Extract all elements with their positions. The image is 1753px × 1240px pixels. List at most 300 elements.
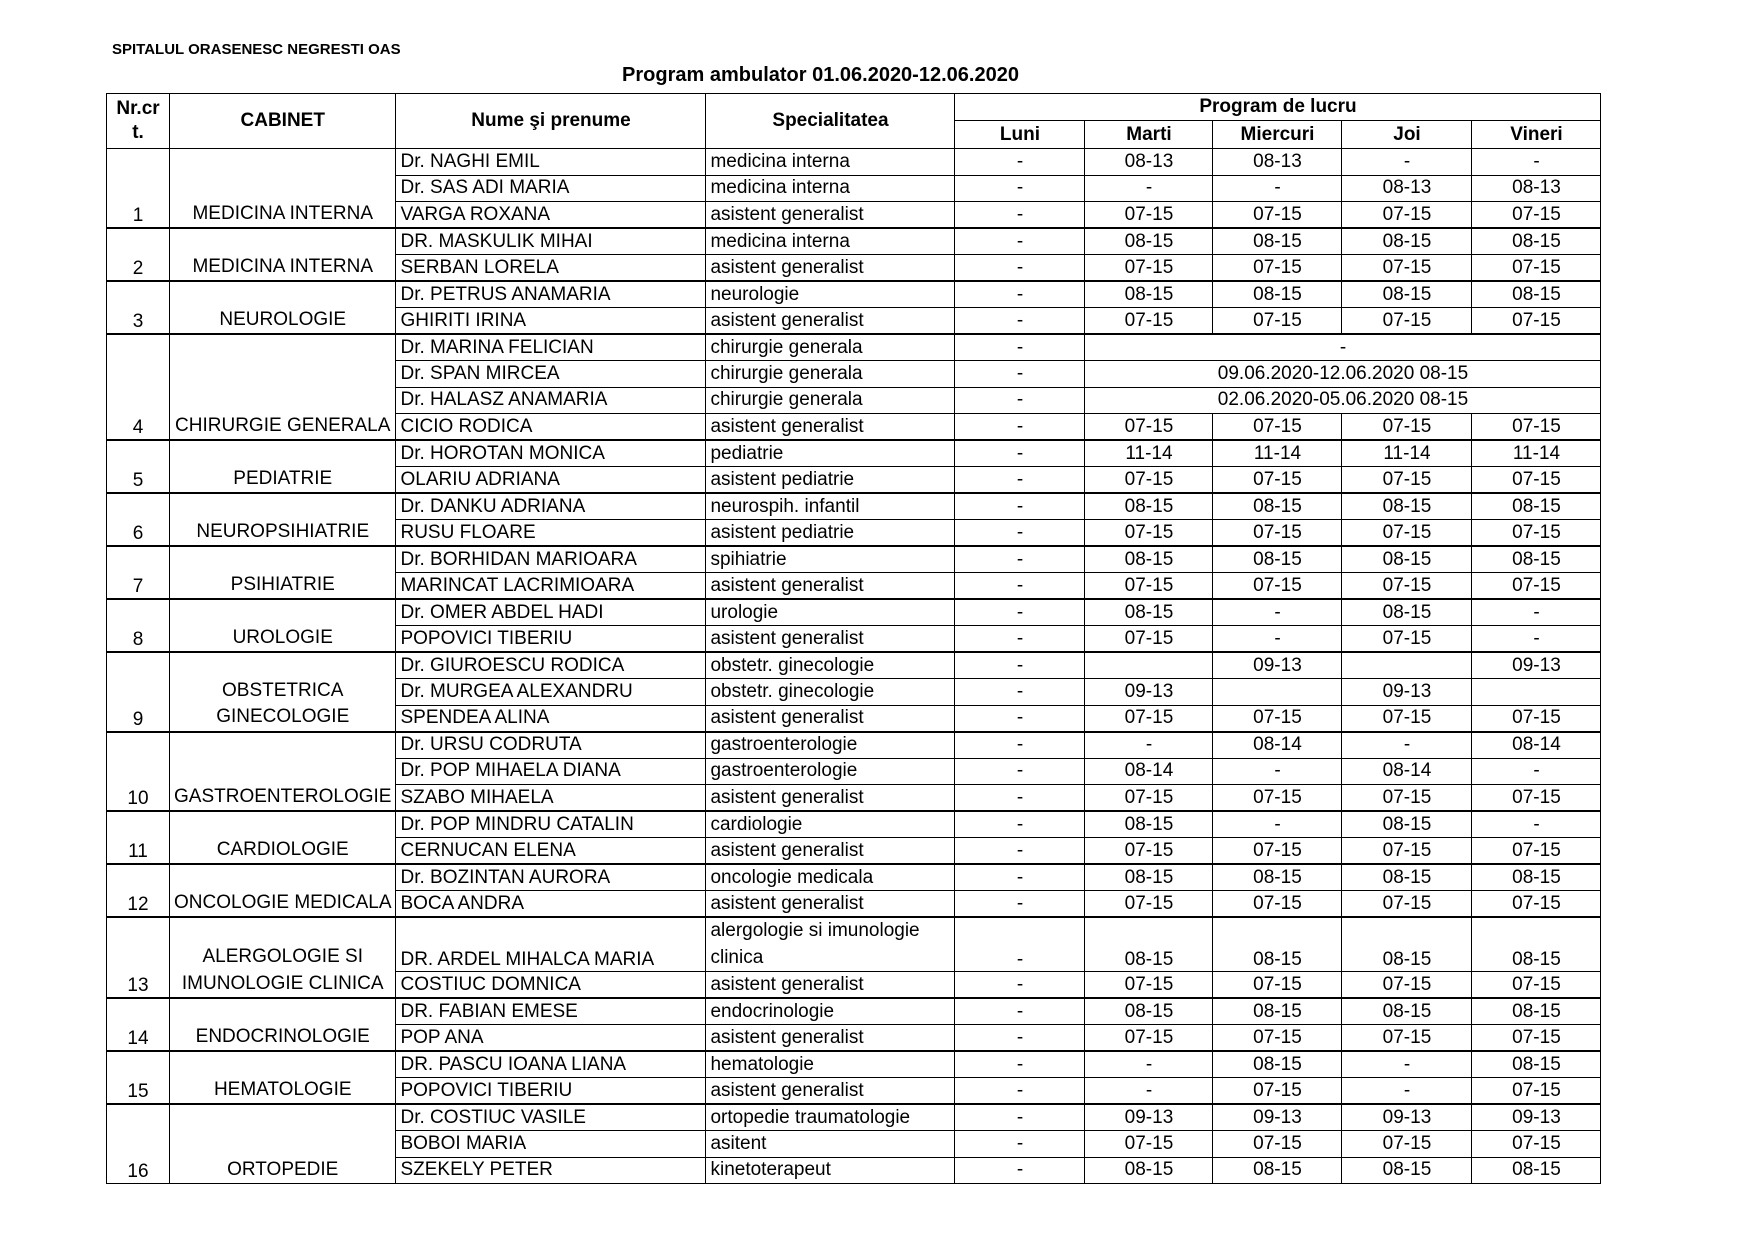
schedule-joi: 07-15: [1342, 626, 1472, 653]
schedule-vineri: 08-14: [1472, 732, 1601, 759]
schedule-joi: 08-13: [1342, 175, 1472, 202]
table-row: [107, 546, 1601, 573]
schedule-miercuri: 07-15: [1213, 1131, 1342, 1158]
header-day-vineri: Vineri: [1472, 121, 1601, 149]
schedule-luni: -: [955, 440, 1085, 467]
header-day-marti: Marti: [1085, 121, 1213, 149]
schedule-miercuri: 07-15: [1213, 705, 1342, 732]
person-name: Dr. SAS ADI MARIA: [396, 175, 706, 202]
cabinet-name: OBSTETRICA GINECOLOGIE: [170, 652, 396, 732]
schedule-merged-period: -: [1085, 334, 1601, 361]
schedule-miercuri: 07-15: [1213, 972, 1342, 999]
schedule-joi: -: [1342, 1051, 1472, 1078]
schedule-luni: -: [955, 573, 1085, 600]
specialty: pediatrie: [706, 440, 955, 467]
schedule-vineri: 08-15: [1472, 1157, 1601, 1184]
schedule-miercuri: 07-15: [1213, 255, 1342, 282]
schedule-joi: 07-15: [1342, 414, 1472, 441]
person-name: DR. FABIAN EMESE: [396, 998, 706, 1025]
header-specialty: Specialitatea: [706, 94, 955, 149]
schedule-marti: 09-13: [1085, 679, 1213, 706]
schedule-marti: [1085, 652, 1213, 679]
schedule-miercuri: 07-15: [1213, 785, 1342, 812]
group-number: 5: [107, 440, 170, 493]
schedule-vineri: 07-15: [1472, 785, 1601, 812]
specialty: spihiatrie: [706, 546, 955, 573]
schedule-miercuri: -: [1213, 175, 1342, 202]
specialty: gastroenterologie: [706, 758, 955, 785]
schedule-miercuri: -: [1213, 811, 1342, 838]
person-name: VARGA ROXANA: [396, 202, 706, 229]
schedule-joi: 07-15: [1342, 785, 1472, 812]
group-number: 3: [107, 281, 170, 334]
header-nr-line1: Nr.cr: [116, 98, 160, 119]
group-number: 10: [107, 732, 170, 812]
schedule-joi: 07-15: [1342, 467, 1472, 494]
header-nr: [107, 94, 170, 149]
schedule-miercuri: 08-15: [1213, 228, 1342, 255]
schedule-joi: 08-15: [1342, 228, 1472, 255]
schedule-marti: 07-15: [1085, 1131, 1213, 1158]
schedule-marti: 07-15: [1085, 573, 1213, 600]
schedule-luni: -: [955, 998, 1085, 1025]
schedule-vineri: 08-15: [1472, 546, 1601, 573]
schedule-marti: 08-15: [1085, 493, 1213, 520]
specialty: asistent generalist: [706, 1078, 955, 1105]
schedule-miercuri: -: [1213, 626, 1342, 653]
schedule-luni: -: [955, 1131, 1085, 1158]
schedule-marti: 07-15: [1085, 202, 1213, 229]
schedule-merged-period: 09.06.2020-12.06.2020 08-15: [1085, 361, 1601, 388]
specialty: endocrinologie: [706, 998, 955, 1025]
schedule-joi: 08-15: [1342, 1157, 1472, 1184]
schedule-joi: [1342, 652, 1472, 679]
specialty: alergologie si imunologie clinica: [706, 917, 955, 972]
schedule-luni: -: [955, 202, 1085, 229]
header-day-miercuri: Miercuri: [1213, 121, 1342, 149]
header-nr-line2: t.: [132, 122, 144, 143]
schedule-joi: 07-15: [1342, 520, 1472, 547]
schedule-joi: 08-15: [1342, 281, 1472, 308]
schedule-joi: 08-15: [1342, 917, 1472, 972]
person-name: CERNUCAN ELENA: [396, 838, 706, 865]
specialty: neurologie: [706, 281, 955, 308]
schedule-marti: 08-15: [1085, 998, 1213, 1025]
schedule-luni: -: [955, 758, 1085, 785]
schedule-vineri: 09-13: [1472, 652, 1601, 679]
schedule-miercuri: [1213, 679, 1342, 706]
specialty: chirurgie generala: [706, 361, 955, 388]
schedule-vineri: 07-15: [1472, 414, 1601, 441]
schedule-merged-period: 02.06.2020-05.06.2020 08-15: [1085, 387, 1601, 414]
schedule-luni: -: [955, 838, 1085, 865]
group-number: 4: [107, 334, 170, 440]
specialty: asistent generalist: [706, 838, 955, 865]
group-number: 16: [107, 1104, 170, 1184]
person-name: BOBOI MARIA: [396, 1131, 706, 1158]
schedule-miercuri: 08-15: [1213, 546, 1342, 573]
group-number: 13: [107, 917, 170, 998]
schedule-vineri: 07-15: [1472, 308, 1601, 335]
schedule-marti: 07-15: [1085, 308, 1213, 335]
specialty: gastroenterologie: [706, 732, 955, 759]
specialty: chirurgie generala: [706, 334, 955, 361]
schedule-vineri: 07-15: [1472, 1078, 1601, 1105]
specialty: cardiologie: [706, 811, 955, 838]
schedule-miercuri: 07-15: [1213, 838, 1342, 865]
person-name: Dr. URSU CODRUTA: [396, 732, 706, 759]
specialty: asistent generalist: [706, 705, 955, 732]
schedule-luni: -: [955, 1051, 1085, 1078]
specialty: chirurgie generala: [706, 387, 955, 414]
person-name: Dr. COSTIUC VASILE: [396, 1104, 706, 1131]
schedule-luni: -: [955, 308, 1085, 335]
schedule-luni: -: [955, 626, 1085, 653]
specialty: kinetoterapeut: [706, 1157, 955, 1184]
person-name: DR. PASCU IOANA LIANA: [396, 1051, 706, 1078]
schedule-marti: -: [1085, 732, 1213, 759]
schedule-vineri: -: [1472, 149, 1601, 176]
schedule-marti: 08-15: [1085, 228, 1213, 255]
specialty: medicina interna: [706, 228, 955, 255]
schedule-joi: -: [1342, 149, 1472, 176]
schedule-vineri: 07-15: [1472, 838, 1601, 865]
person-name: Dr. POP MINDRU CATALIN: [396, 811, 706, 838]
schedule-vineri: 08-15: [1472, 917, 1601, 972]
schedule-marti: 08-14: [1085, 758, 1213, 785]
schedule-vineri: 08-15: [1472, 1051, 1601, 1078]
schedule-miercuri: 09-13: [1213, 652, 1342, 679]
person-name: Dr. PETRUS ANAMARIA: [396, 281, 706, 308]
specialty: asistent generalist: [706, 308, 955, 335]
group-number: 12: [107, 864, 170, 917]
person-name: Dr. POP MIHAELA DIANA: [396, 758, 706, 785]
schedule-miercuri: 08-15: [1213, 281, 1342, 308]
schedule-miercuri: 07-15: [1213, 1025, 1342, 1052]
schedule-luni: -: [955, 387, 1085, 414]
schedule-luni: -: [955, 1104, 1085, 1131]
schedule-vineri: [1472, 679, 1601, 706]
schedule-luni: -: [955, 891, 1085, 918]
schedule-miercuri: 09-13: [1213, 1104, 1342, 1131]
schedule-vineri: 08-15: [1472, 493, 1601, 520]
schedule-joi: 08-14: [1342, 758, 1472, 785]
specialty: obstetr. ginecologie: [706, 679, 955, 706]
cabinet-name: ALERGOLOGIE SI IMUNOLOGIE CLINICA: [170, 917, 396, 998]
specialty: hematologie: [706, 1051, 955, 1078]
schedule-marti: 09-13: [1085, 1104, 1213, 1131]
cabinet-name: NEUROLOGIE: [170, 281, 396, 334]
specialty: asitent: [706, 1131, 955, 1158]
schedule-vineri: 07-15: [1472, 573, 1601, 600]
schedule-joi: 08-15: [1342, 998, 1472, 1025]
person-name: OLARIU ADRIANA: [396, 467, 706, 494]
schedule-luni: -: [955, 705, 1085, 732]
schedule-vineri: 08-15: [1472, 228, 1601, 255]
group-number: 8: [107, 599, 170, 652]
person-name: POPOVICI TIBERIU: [396, 1078, 706, 1105]
schedule-joi: 07-15: [1342, 573, 1472, 600]
schedule-marti: 07-15: [1085, 785, 1213, 812]
schedule-vineri: -: [1472, 626, 1601, 653]
schedule-luni: -: [955, 255, 1085, 282]
specialty: urologie: [706, 599, 955, 626]
schedule-vineri: 08-15: [1472, 998, 1601, 1025]
schedule-luni: -: [955, 652, 1085, 679]
schedule-marti: -: [1085, 1051, 1213, 1078]
cabinet-name: MEDICINA INTERNA: [170, 149, 396, 229]
person-name: Dr. HALASZ ANAMARIA: [396, 387, 706, 414]
schedule-miercuri: -: [1213, 758, 1342, 785]
schedule-marti: 08-15: [1085, 917, 1213, 972]
schedule-miercuri: 08-15: [1213, 998, 1342, 1025]
table-row: [107, 652, 1601, 679]
schedule-joi: 08-15: [1342, 546, 1472, 573]
person-name: SPENDEA ALINA: [396, 705, 706, 732]
person-name: Dr. OMER ABDEL HADI: [396, 599, 706, 626]
table-row: [107, 998, 1601, 1025]
table-row: [107, 732, 1601, 759]
schedule-joi: 08-15: [1342, 493, 1472, 520]
schedule-luni: -: [955, 175, 1085, 202]
schedule-joi: 07-15: [1342, 705, 1472, 732]
schedule-marti: 08-15: [1085, 811, 1213, 838]
person-name: Dr. DANKU ADRIANA: [396, 493, 706, 520]
schedule-miercuri: 07-15: [1213, 414, 1342, 441]
schedule-luni: -: [955, 149, 1085, 176]
specialty: oncologie medicala: [706, 864, 955, 891]
person-name: DR. ARDEL MIHALCA MARIA: [396, 917, 706, 972]
person-name: DR. MASKULIK MIHAI: [396, 228, 706, 255]
schedule-vineri: 11-14: [1472, 440, 1601, 467]
schedule-luni: -: [955, 281, 1085, 308]
schedule-vineri: -: [1472, 758, 1601, 785]
schedule-vineri: 07-15: [1472, 467, 1601, 494]
header-day-luni: Luni: [955, 121, 1085, 149]
cabinet-name: HEMATOLOGIE: [170, 1051, 396, 1104]
schedule-vineri: 07-15: [1472, 705, 1601, 732]
table-row: [107, 493, 1601, 520]
person-name: POP ANA: [396, 1025, 706, 1052]
schedule-luni: -: [955, 493, 1085, 520]
specialty: asistent generalist: [706, 785, 955, 812]
schedule-miercuri: 07-15: [1213, 520, 1342, 547]
specialty: medicina interna: [706, 149, 955, 176]
group-number: 11: [107, 811, 170, 864]
group-number: 6: [107, 493, 170, 546]
schedule-luni: -: [955, 546, 1085, 573]
schedule-luni: -: [955, 361, 1085, 388]
table-row: [107, 149, 1601, 176]
specialty: asistent pediatrie: [706, 467, 955, 494]
schedule-marti: 07-15: [1085, 1025, 1213, 1052]
cabinet-name: MEDICINA INTERNA: [170, 228, 396, 281]
schedule-luni: -: [955, 228, 1085, 255]
schedule-marti: 08-15: [1085, 281, 1213, 308]
schedule-luni: -: [955, 679, 1085, 706]
table-row: [107, 864, 1601, 891]
schedule-vineri: 07-15: [1472, 1025, 1601, 1052]
schedule-marti: 07-15: [1085, 891, 1213, 918]
person-name: CICIO RODICA: [396, 414, 706, 441]
schedule-luni: -: [955, 599, 1085, 626]
schedule-miercuri: 07-15: [1213, 202, 1342, 229]
schedule-luni: -: [955, 414, 1085, 441]
person-name: SERBAN LORELA: [396, 255, 706, 282]
specialty: asistent generalist: [706, 972, 955, 999]
cabinet-name: ONCOLOGIE MEDICALA: [170, 864, 396, 917]
schedule-miercuri: 07-15: [1213, 573, 1342, 600]
person-name: Dr. HOROTAN MONICA: [396, 440, 706, 467]
schedule-vineri: 07-15: [1472, 972, 1601, 999]
schedule-joi: 08-15: [1342, 811, 1472, 838]
schedule-joi: -: [1342, 732, 1472, 759]
schedule-luni: -: [955, 520, 1085, 547]
person-name: Dr. SPAN MIRCEA: [396, 361, 706, 388]
specialty: asistent generalist: [706, 891, 955, 918]
schedule-marti: -: [1085, 1078, 1213, 1105]
schedule-joi: 09-13: [1342, 1104, 1472, 1131]
specialty: neurospih. infantil: [706, 493, 955, 520]
cabinet-name: UROLOGIE: [170, 599, 396, 652]
group-number: 15: [107, 1051, 170, 1104]
group-number: 14: [107, 998, 170, 1051]
cabinet-name: CHIRURGIE GENERALA: [170, 334, 396, 440]
person-name: GHIRITI IRINA: [396, 308, 706, 335]
header-cabinet: CABINET: [170, 94, 396, 149]
schedule-marti: 08-15: [1085, 864, 1213, 891]
schedule-luni: -: [955, 811, 1085, 838]
schedule-marti: 07-15: [1085, 705, 1213, 732]
specialty: asistent generalist: [706, 626, 955, 653]
schedule-vineri: 07-15: [1472, 1131, 1601, 1158]
header-program: Program de lucru: [955, 94, 1601, 121]
specialty: asistent pediatrie: [706, 520, 955, 547]
group-number: 1: [107, 149, 170, 229]
table-row: [107, 1051, 1601, 1078]
schedule-joi: 08-15: [1342, 599, 1472, 626]
person-name: Dr. MURGEA ALEXANDRU: [396, 679, 706, 706]
cabinet-name: PSIHIATRIE: [170, 546, 396, 599]
cabinet-name: GASTROENTEROLOGIE: [170, 732, 396, 812]
schedule-miercuri: 08-15: [1213, 917, 1342, 972]
person-name: RUSU FLOARE: [396, 520, 706, 547]
schedule-marti: 08-15: [1085, 599, 1213, 626]
schedule-joi: 07-15: [1342, 202, 1472, 229]
schedule-joi: 07-15: [1342, 891, 1472, 918]
schedule-joi: 08-15: [1342, 864, 1472, 891]
specialty: asistent generalist: [706, 573, 955, 600]
person-name: Dr. BOZINTAN AURORA: [396, 864, 706, 891]
schedule-joi: 07-15: [1342, 1131, 1472, 1158]
schedule-vineri: -: [1472, 811, 1601, 838]
schedule-vineri: 07-15: [1472, 255, 1601, 282]
table-row: [107, 917, 1601, 972]
group-number: 7: [107, 546, 170, 599]
document-title-text: Program ambulator 01.06.2020-12.06.2020: [622, 64, 1019, 86]
schedule-luni: -: [955, 732, 1085, 759]
table-row: [107, 599, 1601, 626]
schedule-joi: -: [1342, 1078, 1472, 1105]
cabinet-name: ENDOCRINOLOGIE: [170, 998, 396, 1051]
schedule-luni: -: [955, 917, 1085, 972]
organization-name: SPITALUL ORASENESC NEGRESTI OAS: [112, 41, 401, 58]
schedule-table: [106, 93, 1601, 1184]
person-name: Dr. GIUROESCU RODICA: [396, 652, 706, 679]
header-day-joi: Joi: [1342, 121, 1472, 149]
specialty: obstetr. ginecologie: [706, 652, 955, 679]
schedule-miercuri: 07-15: [1213, 891, 1342, 918]
schedule-miercuri: 08-14: [1213, 732, 1342, 759]
table-header: [107, 94, 1601, 149]
specialty: asistent generalist: [706, 202, 955, 229]
document-title: [0, 64, 1753, 87]
schedule-vineri: 08-15: [1472, 281, 1601, 308]
person-name: Dr. MARINA FELICIAN: [396, 334, 706, 361]
table-row: [107, 228, 1601, 255]
specialty: asistent generalist: [706, 255, 955, 282]
schedule-vineri: 08-15: [1472, 864, 1601, 891]
schedule-joi: 07-15: [1342, 972, 1472, 999]
table-body: [107, 149, 1601, 1184]
schedule-marti: 07-15: [1085, 838, 1213, 865]
schedule-vineri: 07-15: [1472, 520, 1601, 547]
schedule-joi: 07-15: [1342, 838, 1472, 865]
schedule-luni: -: [955, 1025, 1085, 1052]
specialty: medicina interna: [706, 175, 955, 202]
schedule-vineri: 08-13: [1472, 175, 1601, 202]
schedule-vineri: 09-13: [1472, 1104, 1601, 1131]
schedule-miercuri: 11-14: [1213, 440, 1342, 467]
person-name: Dr. BORHIDAN MARIOARA: [396, 546, 706, 573]
schedule-miercuri: 07-15: [1213, 308, 1342, 335]
schedule-vineri: 07-15: [1472, 891, 1601, 918]
person-name: SZEKELY PETER: [396, 1157, 706, 1184]
specialty: ortopedie traumatologie: [706, 1104, 955, 1131]
schedule-luni: -: [955, 1157, 1085, 1184]
person-name: BOCA ANDRA: [396, 891, 706, 918]
schedule-luni: -: [955, 467, 1085, 494]
schedule-joi: 07-15: [1342, 308, 1472, 335]
schedule-joi: 07-15: [1342, 255, 1472, 282]
schedule-miercuri: 08-15: [1213, 1157, 1342, 1184]
cabinet-name: NEUROPSIHIATRIE: [170, 493, 396, 546]
person-name: MARINCAT LACRIMIOARA: [396, 573, 706, 600]
schedule-luni: -: [955, 334, 1085, 361]
table-row: [107, 1104, 1601, 1131]
schedule-marti: 08-15: [1085, 546, 1213, 573]
group-number: 9: [107, 652, 170, 732]
schedule-luni: -: [955, 864, 1085, 891]
person-name: SZABO MIHAELA: [396, 785, 706, 812]
schedule-luni: -: [955, 1078, 1085, 1105]
schedule-marti: 08-13: [1085, 149, 1213, 176]
table-row: [107, 440, 1601, 467]
person-name: Dr. NAGHI EMIL: [396, 149, 706, 176]
schedule-miercuri: 08-13: [1213, 149, 1342, 176]
specialty: asistent generalist: [706, 1025, 955, 1052]
group-number: 2: [107, 228, 170, 281]
schedule-marti: 07-15: [1085, 520, 1213, 547]
schedule-marti: 07-15: [1085, 414, 1213, 441]
specialty: asistent generalist: [706, 414, 955, 441]
schedule-joi: 11-14: [1342, 440, 1472, 467]
schedule-luni: -: [955, 785, 1085, 812]
schedule-vineri: 07-15: [1472, 202, 1601, 229]
person-name: COSTIUC DOMNICA: [396, 972, 706, 999]
table-row: [107, 334, 1601, 361]
schedule-marti: 11-14: [1085, 440, 1213, 467]
